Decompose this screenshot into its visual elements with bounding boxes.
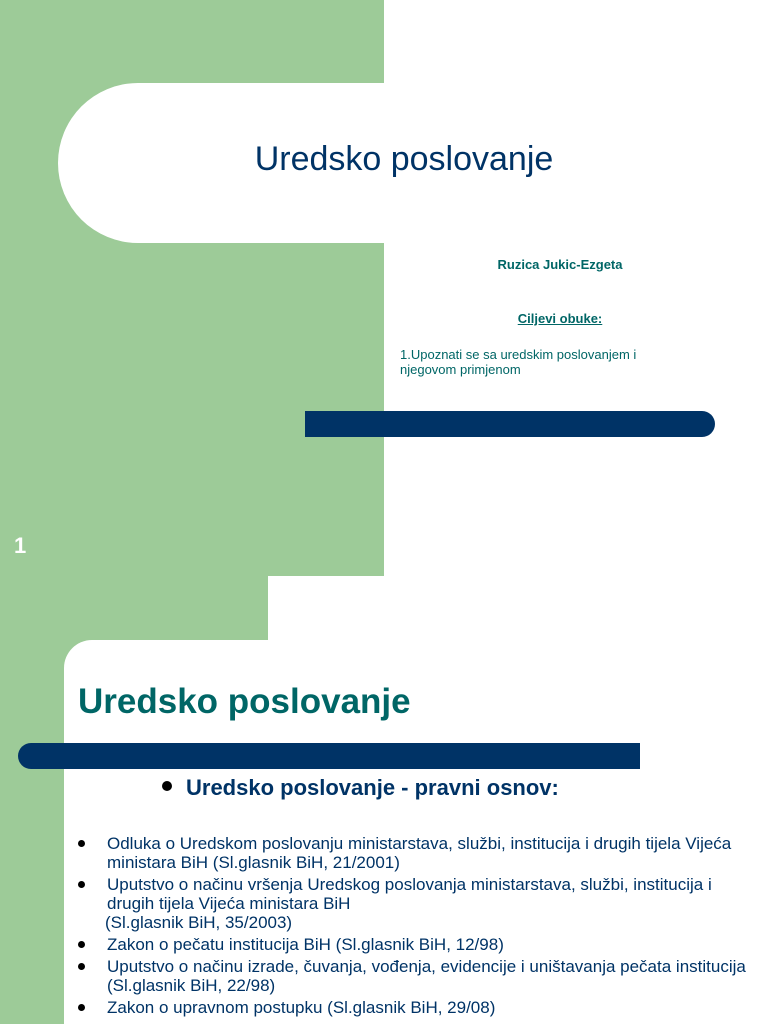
list-item-text: Zakon o pečatu institucija BiH (Sl.glasnik BiH, 12/98) [107,935,504,954]
list-item [78,935,748,954]
list-item [78,957,748,995]
bullet-icon [78,941,85,948]
slide-title: Uredsko poslovanje [254,140,554,178]
navy-bar [305,411,715,437]
bullet-icon [78,840,85,847]
bullet-icon [78,1004,85,1011]
bullet-icon [78,881,85,888]
author-name: Ruzica Jukic-Ezgeta [497,257,623,272]
list-item-extra: (Sl.glasnik BiH, 35/2003) [105,913,293,932]
bullet-icon [162,781,172,791]
main-bullet [162,775,559,801]
main-bullet-text: Uredsko poslovanje - pravni osnov: [186,775,559,800]
navy-bar [18,743,640,769]
slide-heading: Uredsko poslovanje [78,682,411,721]
right-white-area [384,0,768,576]
list-item-text: Uputstvo o načinu izrade, čuvanja, vođenja, evidencije i uništavanja pečata institucija (Sl.glasnik BiH, 22/98) [107,957,746,995]
bullet-icon [78,963,85,970]
list-item-text: Zakon o upravnom postupku (Sl.glasnik BiH, 29/08) [107,998,496,1017]
list-item-text: Uputstvo o načinu vršenja Uredskog poslovanja ministarstava, službi, institucija i drugih tijela Vijeća ministara BiH [107,875,712,913]
slide-2 [0,576,768,1024]
page-number: 1 [14,533,27,558]
list-item-text: Odluka o Uredskom poslovanju ministarstava, službi, institucija i drugih tijela Vijeća ministara BiH (Sl.glasnik BiH, 21/2001) [107,834,732,872]
goals-heading: Ciljevi obuke: [517,311,603,326]
list-item [78,834,748,872]
legal-basis-list [78,834,748,1020]
list-item [78,998,748,1017]
goal-item: 1.Upoznati se sa uredskim poslovanjem i njegovom primjenom [400,347,637,377]
list-item [78,875,748,932]
